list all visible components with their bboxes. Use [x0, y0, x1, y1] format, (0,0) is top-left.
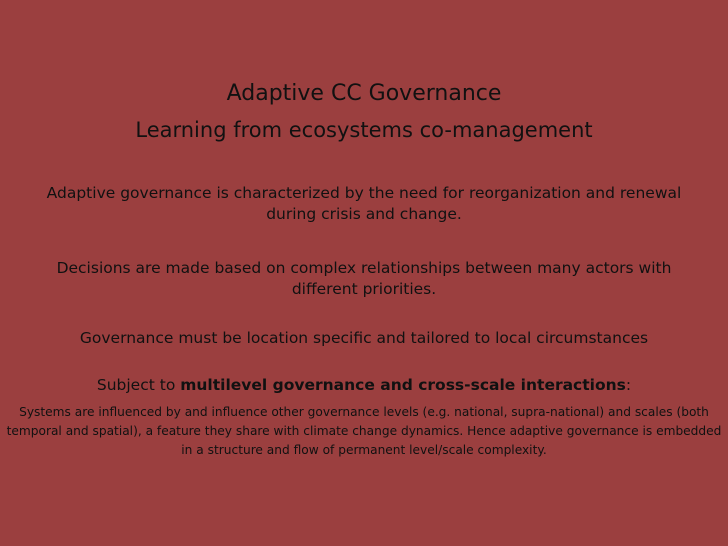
- subject-bold-text: multilevel governance and cross-scale interactions: [180, 376, 626, 394]
- paragraph-decisions: Decisions are made based on complex relationships between many actors with different priorities.: [56, 259, 672, 298]
- subject-line: [0, 375, 728, 396]
- detail-paragraph: Systems are influenced by and influence other governance levels (e.g. national, supra-national) and scales (both temporal and spatial), a feature they share with climate change dynamics. Hence adaptive governance is embedded in a structure and flow of permanent level/scale complexity.: [6, 405, 722, 457]
- subject-suffix: :: [625, 376, 632, 394]
- slide-title: Adaptive CC Governance: [226, 81, 502, 106]
- paragraph-reorganization: Adaptive governance is characterized by the need for reorganization and renewal during crisis and change.: [46, 184, 682, 223]
- slide-subtitle: Learning from ecosystems co-management: [135, 118, 593, 142]
- paragraph-location-specific: Governance must be location specific and tailored to local circumstances: [79, 329, 649, 347]
- subject-prefix: Subject to: [96, 376, 181, 394]
